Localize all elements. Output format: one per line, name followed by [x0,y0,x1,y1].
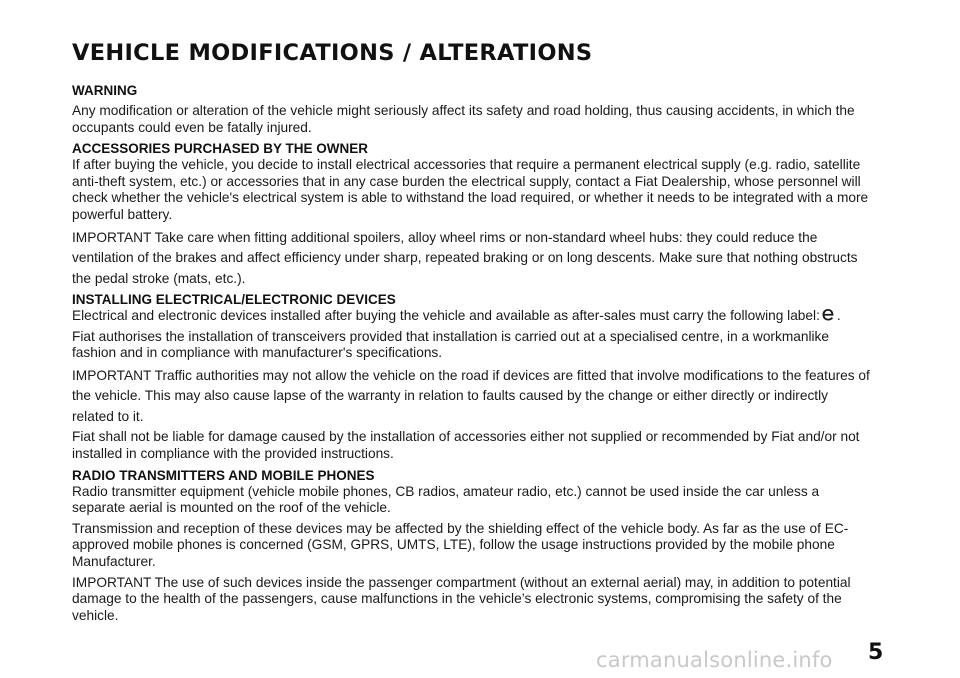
installing-text3: Fiat shall not be liable for damage caused by the installation of accessories either not supplied or recommended by Fiat and/or not installed in compliance with the provided instructions. [72,429,860,461]
radio-text2: Transmission and reception of these devices may be affected by the shielding effect of the vehicle body. As far as the use of EC-approved mobile phones is concerned (GSM, GPRS, UMTS, LTE), follow the usage instructions provided by the mobile phone Manufacturer. [72,520,849,569]
radio-important: IMPORTANT The use of such devices inside the passenger compartment (without an external aerial) may, in addition to potential damage to the health of the passengers, cause malfunctions in the vehicle’s electronic systems, compromising the safety of the vehicle. [72,574,851,623]
installing-important: IMPORTANT Traffic authorities may not allow the vehicle on the road if devices are fitted that involve modifications to the features of the vehicle. This may also cause lapse of the warranty in relation to faults caused by the change or either directly or indirectly related to it. [72,367,870,424]
installing-text2: Fiat authorises the installation of transceivers provided that installation is carried out at a specialised centre, in a workmanlike fashion and in compliance with manufacturer's specifications. [72,328,829,361]
radio-text: Radio transmitter equipment (vehicle mobile phones, CB radios, amateur radio, etc.) cannot be used inside the car unless a separate aerial is mounted on the roof of the vehicle. [72,483,820,516]
accessories-heading: ACCESSORIES PURCHASED BY THE OWNER [72,141,369,157]
watermark: carmanualsonline.info [596,648,833,672]
installing-text-before: Electrical and electronic devices installed after buying the vehicle and available as after-sales must carry the following label: [72,308,820,324]
page-content [72,38,872,628]
accessories-text: If after buying the vehicle, you decide to install electrical accessories that require a permanent electrical supply (e.g. radio, satellite anti-theft system, etc.) or accessories that in any case burden the electrical supply, contact a Fiat Dealership, whose personnel will check whether the vehicle's electrical system is able to withstand the load required, or whether it needs to be integrated with a more powerful battery. [72,157,869,222]
accessories-important: IMPORTANT Take care when fitting additional spoilers, alloy wheel rims or non-standard wheel hubs: they could reduce the ventilation of the brakes and affect efficiency under sharp, repeated braking or on long descents. Make sure that nothing obstructs the pedal stroke (mats, etc.). [72,229,858,286]
radio-heading: RADIO TRANSMITTERS AND MOBILE PHONES [72,467,375,483]
page-title: VEHICLE MODIFICATIONS / ALTERATIONS [72,40,593,66]
e-mark-icon [821,308,835,322]
installing-text-after: . [836,308,841,324]
warning-text: Any modification or alteration of the vehicle might seriously affect its safety and road holding, thus causing accidents, in which the occupants could even be fatally injured. [72,103,855,135]
installing-text [72,308,872,325]
installing-heading: INSTALLING ELECTRICAL/ELECTRONIC DEVICES [72,292,396,308]
page-number: 5 [868,640,884,665]
warning-heading: WARNING [72,83,138,98]
